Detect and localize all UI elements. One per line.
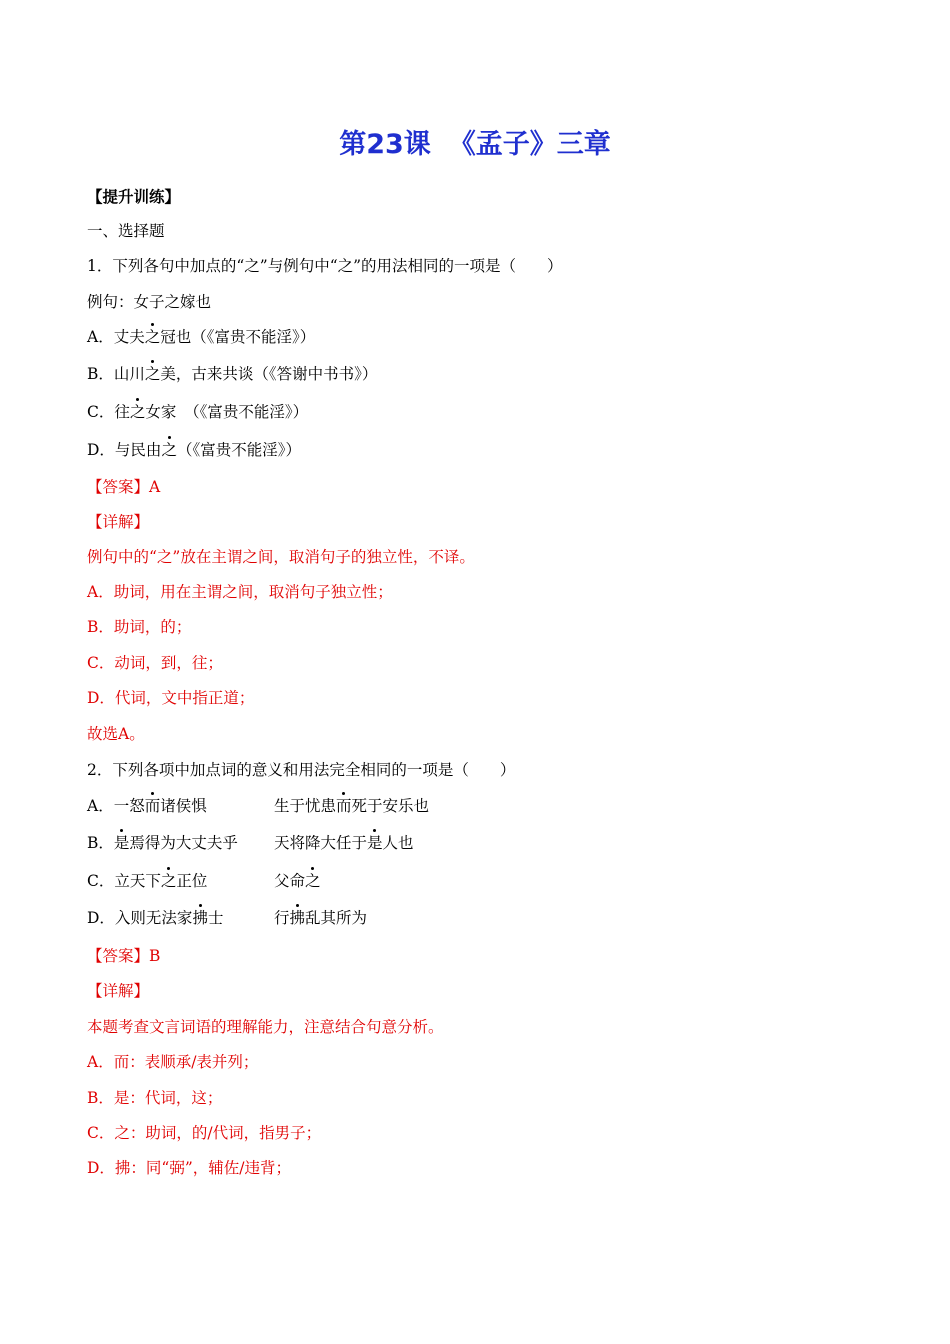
emphasis-dot: 是 [113, 834, 130, 852]
emphasis-dot: 拂 [289, 909, 306, 927]
q1-option-b: B．山川之美，古来共谈（《答谢中书书》） [87, 365, 378, 383]
page-title [0, 122, 950, 161]
section-label: 【提升训练】 [87, 187, 181, 206]
q1-option-d: D．与民由之（《富贵不能淫》） [87, 441, 301, 459]
q2-option-d: D．入则无法家拂士 行拂乱其所为 [87, 909, 368, 927]
q1-answer: 【答案】A [87, 478, 161, 496]
emphasis-dot: 之 [144, 365, 161, 383]
lesson-work: 《孟子》三章 [448, 129, 611, 160]
q1-option-a: A．丈夫之冠也（《富贵不能淫》） [87, 328, 316, 346]
q1-example: 例句：女子之嫁也 [87, 293, 212, 311]
q1-stem: 1．下列各句中加点的“之”与例句中“之”的用法相同的一项是（ ） [87, 257, 563, 275]
q1-explanation: A．助词，用在主谓之间，取消句子独立性； [87, 583, 393, 601]
q1-explanation: B．助词，的； [87, 618, 192, 636]
emphasis-dot: 是 [367, 834, 383, 852]
emphasis-dot: 而 [336, 797, 352, 815]
q2-explanation: C．之：助词，的/代词，指男子； [87, 1124, 322, 1142]
emphasis-dot: 之 [129, 403, 146, 421]
q1-option-c: C．往之女家 （《富贵不能淫》） [87, 403, 309, 421]
emphasis-dot: 之 [161, 441, 177, 459]
q2-detail-label: 【详解】 [87, 982, 150, 1000]
q2-stem: 2．下列各项中加点词的意义和用法完全相同的一项是（ ） [87, 761, 516, 779]
q1-explanation: D．代词，文中指正道； [87, 689, 255, 707]
q2-explanation: A．而：表顺承/表并列； [87, 1053, 259, 1071]
emphasis-dot: 之 [160, 872, 177, 890]
emphasis-dot: 拂 [192, 909, 208, 927]
q1-detail-label: 【详解】 [87, 513, 150, 531]
emphasis-dot: 而 [144, 797, 161, 815]
q2-explanation: 本题考查文言词语的理解能力，注意结合句意分析。 [87, 1018, 444, 1036]
emphasis-dot: 之 [305, 872, 321, 890]
q2-answer: 【答案】B [87, 947, 161, 965]
q2-option-a: A．一怒而诸侯惧 生于忧患而死于安乐也 [87, 797, 430, 815]
q1-explanation: 例句中的“之”放在主谓之间，取消句子的独立性，不译。 [87, 548, 475, 566]
q2-option-c: C．立天下之正位 父命之 [87, 872, 321, 890]
section-part: 一、选择题 [87, 222, 165, 240]
q2-explanation: D．拂：同“弼”，辅佐/违背； [87, 1159, 291, 1177]
q1-explanation: 故选A。 [87, 725, 145, 743]
q2-option-b: B．是焉得为大丈夫乎 天将降大任于是人也 [87, 834, 414, 852]
q2-explanation: B．是：代词，这； [87, 1089, 223, 1107]
q1-explanation: C．动词，到，往； [87, 654, 223, 672]
emphasis-dot: 之 [144, 328, 161, 346]
lesson-number: 第23课 [339, 129, 431, 160]
